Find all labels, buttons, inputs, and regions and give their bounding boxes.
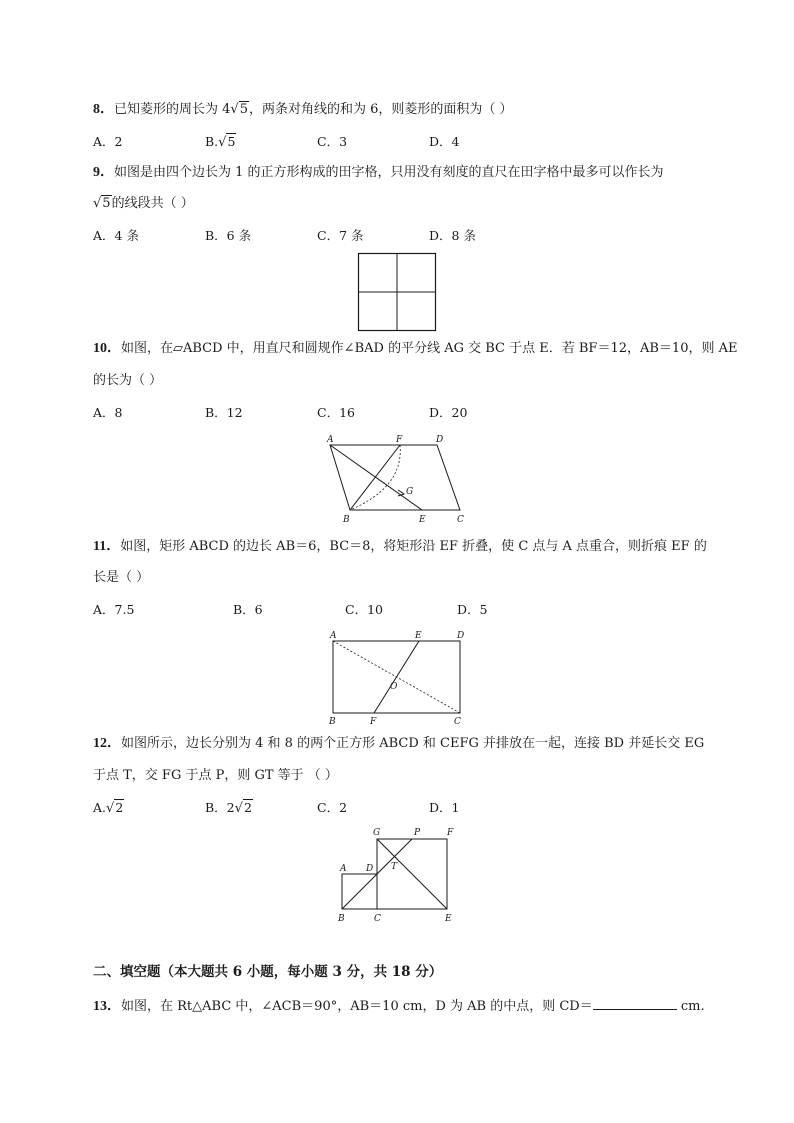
label-f: F: [396, 435, 403, 445]
label-b: B: [338, 914, 345, 924]
option-a: A．2: [93, 134, 123, 149]
option-a: A．7.5: [93, 602, 135, 617]
question-text: 的线段共（ ）: [111, 196, 194, 211]
grid-figure: [358, 253, 438, 333]
option-b: B．12: [205, 405, 243, 420]
question-12: [93, 735, 704, 753]
label-e: E: [415, 631, 422, 641]
option-a: A.√2: [93, 800, 124, 816]
question-9: [93, 164, 664, 182]
sqrt-expression: √5: [218, 134, 236, 150]
label-e: E: [419, 515, 426, 525]
unit-text: cm.: [676, 999, 705, 1014]
label-p: P: [414, 828, 421, 838]
question-text: ，两条对角线的和为 6，则菱形的面积为（ ）: [248, 102, 513, 117]
label-b: B: [329, 717, 336, 727]
section-heading: 二、填空题（本大题共 6 小题，每小题 3 分，共 18 分）: [93, 964, 443, 980]
option-d: D．4: [429, 134, 460, 149]
question-text: 如图，在▱ABCD 中，用直尺和圆规作∠BAD 的平分线 AG 交 BC 于点 E．若 BF＝12，AB＝10，则 AE: [121, 341, 738, 356]
option-c: C．16: [317, 405, 355, 420]
option-c: C．2: [317, 800, 348, 815]
question-10: [93, 340, 737, 358]
question-12-line2: 于点 T，交 FG 于点 P，则 GT 等于 （ ）: [93, 768, 338, 783]
label-a: A: [327, 435, 334, 445]
sqrt-expression: √2: [234, 800, 252, 816]
question-9-line2: [93, 195, 194, 213]
question-11: [93, 538, 707, 556]
label-c: C: [374, 914, 381, 924]
option-d: D．8 条: [429, 228, 476, 243]
sqrt-expression: √2: [106, 800, 124, 816]
label-c: C: [457, 515, 464, 525]
label-f: F: [447, 828, 454, 838]
question-text: 如图，在 Rt△ABC 中，∠ACB＝90°，AB＝10 cm，D 为 AB 的中点，则 CD＝: [121, 999, 593, 1014]
question-number: 9．: [93, 165, 114, 180]
label-b: B: [343, 515, 350, 525]
question-8: [93, 101, 513, 119]
option-b: B．2√2: [205, 800, 252, 816]
label-t: T: [391, 862, 398, 872]
question-11-line2: 长是（ ）: [93, 570, 150, 585]
line-ge: [377, 839, 447, 909]
question-text: 已知菱形的周长为 4: [114, 102, 231, 117]
question-text: 如图所示，边长分别为 4 和 8 的两个正方形 ABCD 和 CEFG 并排放在一起，连接 BD 并延长交 EG: [121, 736, 705, 751]
option-d: D．1: [429, 800, 460, 815]
label-o: O: [390, 682, 398, 692]
arrow-mark: [398, 490, 404, 496]
label-e: E: [445, 914, 452, 924]
label-a: A: [330, 631, 337, 641]
option-b: B.√5: [205, 134, 236, 150]
question-text: 如图是由四个边长为 1 的正方形构成的田字格，只用没有刻度的直尺在田字格中最多可以作长为: [114, 165, 664, 180]
question-number: 13．: [93, 999, 121, 1014]
fold-line-ef: [374, 641, 419, 713]
label-g: G: [373, 828, 381, 838]
question-number: 8．: [93, 102, 114, 117]
parallelogram-abcd: [330, 445, 460, 510]
sqrt-expression: √5: [230, 102, 248, 117]
question-number: 10．: [93, 341, 121, 356]
option-a: A．4 条: [93, 228, 139, 243]
sqrt-expression: √5: [93, 196, 111, 211]
question-number: 12．: [93, 736, 121, 751]
option-c: C．7 条: [317, 228, 364, 243]
label-g: G: [406, 487, 414, 497]
answer-blank[interactable]: [593, 997, 677, 1010]
label-a: A: [340, 864, 347, 874]
rectangle-figure: [326, 628, 476, 728]
question-13: [93, 997, 705, 1016]
label-d: D: [366, 864, 374, 874]
segment-bf: [350, 445, 400, 510]
question-10-line2: 的长为（ ）: [93, 373, 163, 388]
option-a: A．8: [93, 405, 123, 420]
bisector-ae: [330, 445, 422, 510]
label-c: C: [454, 717, 461, 727]
two-squares-figure: [335, 823, 465, 928]
label-d: D: [436, 435, 444, 445]
option-c: C．10: [345, 602, 383, 617]
parallelogram-figure: [322, 432, 482, 532]
question-text: 如图，矩形 ABCD 的边长 AB＝6，BC＝8，将矩形沿 EF 折叠，使 C 点与 A 点重合，则折痕 EF 的: [120, 539, 707, 554]
question-number: 11．: [93, 539, 121, 554]
option-d: D．20: [429, 405, 468, 420]
label-f: F: [370, 717, 377, 727]
label-d: D: [457, 631, 465, 641]
option-b: B．6 条: [205, 228, 252, 243]
option-d: D．5: [457, 602, 488, 617]
option-c: C．3: [317, 134, 348, 149]
option-b: B．6: [233, 602, 263, 617]
